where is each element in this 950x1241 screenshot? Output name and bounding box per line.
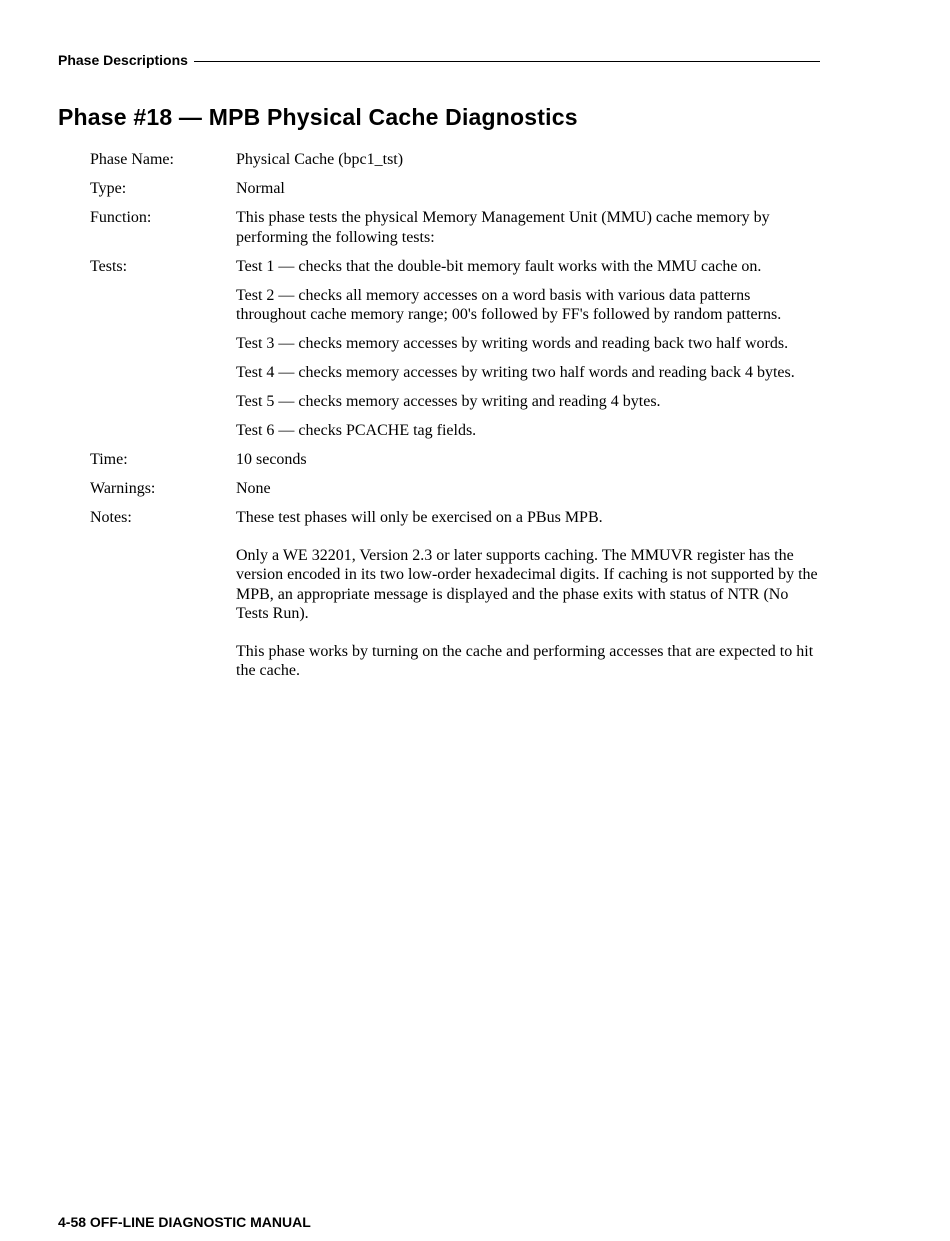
notes-paragraph-1: These test phases will only be exercised on a PBus MPB. <box>236 509 603 526</box>
running-head-text: Phase Descriptions <box>58 52 188 68</box>
function-label: Function: <box>90 209 152 226</box>
row-time <box>90 450 820 470</box>
test-item-6: Test 6 — checks PCACHE tag fields. <box>236 422 477 439</box>
tests-label: Tests: <box>90 257 128 275</box>
notes-paragraph-2: Only a WE 32201, Version 2.3 or later supports caching. The MMUVR register has the version encoded in its two low-order hexadecimal digits. If caching is not supported by the MPB, an appropriate message is displayed and the phase exits with status of NTR (No Tests Run). <box>236 546 818 622</box>
warnings-value: None <box>236 480 271 497</box>
type-value: Normal <box>236 180 285 197</box>
row-warnings <box>90 479 820 499</box>
row-type <box>90 179 820 199</box>
test-item-4: Test 4 — checks memory accesses by writing two half words and reading back 4 bytes. <box>236 364 795 381</box>
page-footer: 4-58 OFF-LINE DIAGNOSTIC MANUAL <box>58 1214 311 1230</box>
test-item-2: Test 2 — checks all memory accesses on a word basis with various data patterns throughout cache memory range; 00's followed by FF's followed by random patterns. <box>236 286 782 323</box>
running-header <box>58 52 820 68</box>
function-value: This phase tests the physical Memory Management Unit (MMU) cache memory by performing the following tests: <box>236 209 770 246</box>
time-label: Time: <box>90 451 128 468</box>
test-item-1: Test 1 — checks that the double-bit memory fault works with the MMU cache on. <box>236 257 762 275</box>
header-rule <box>194 61 820 62</box>
tests-list <box>236 257 820 441</box>
test-item-5: Test 5 — checks memory accesses by writing and reading 4 bytes. <box>236 393 661 410</box>
row-phase-name <box>90 150 820 170</box>
notes-body <box>236 508 820 681</box>
type-label: Type: <box>90 180 127 197</box>
row-tests <box>90 257 820 441</box>
warnings-label: Warnings: <box>90 480 156 497</box>
time-value: 10 seconds <box>236 451 307 468</box>
phase-name-value: Physical Cache (bpc1_tst) <box>236 151 404 168</box>
row-notes <box>90 508 820 681</box>
phase-definition-list <box>90 150 820 690</box>
test-item-3: Test 3 — checks memory accesses by writing words and reading back two half words. <box>236 335 789 352</box>
page-title: Phase #18 — MPB Physical Cache Diagnostics <box>58 104 578 130</box>
notes-paragraph-3: This phase works by turning on the cache and performing accesses that are expected to hit the cache. <box>236 642 814 679</box>
row-function <box>90 208 820 247</box>
notes-label: Notes: <box>90 509 132 526</box>
phase-name-label: Phase Name: <box>90 151 174 168</box>
